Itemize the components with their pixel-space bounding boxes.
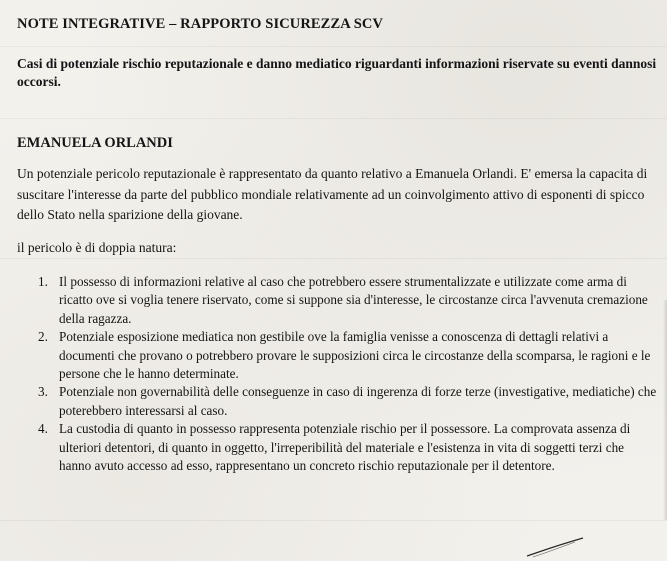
- list-item-number: 2.: [38, 329, 48, 345]
- risk-list: [17, 273, 657, 475]
- page-edge-shadow: [663, 300, 667, 520]
- list-item: [17, 383, 657, 420]
- list-item-text: Il possesso di informazioni relative al caso che potrebbero essere strumentalizzate e utilizzate come arma di ricatto ove si voglia tenere riservato, come si suppone sia d'interesse, le circostanze circa l'avvenuta cremazione della ragazza.: [59, 274, 648, 326]
- bleed-through-line: [0, 520, 667, 521]
- intro-paragraph: Un potenziale pericolo reputazionale è rappresentato da quanto relativo a Emanuela Orlandi. E' emersa la capacita di suscitare l'interesse da parte del pubblico mondiale relativamente ad un coinvolgimento attivo di esponenti di spicco dello Stato nella sparizione della giovane.: [17, 166, 648, 222]
- list-item-number: 3.: [38, 384, 48, 400]
- bleed-through-line: [0, 46, 667, 47]
- list-item-text: Potenziale esposizione mediatica non gestibile ove la famiglia venisse a conoscenza di dettagli relativi a documenti che provano o potrebbero provare le supposizioni circa le circostanze della scomparsa, le ragioni e le persone che le hanno determinate.: [59, 329, 651, 382]
- list-item-text: Potenziale non governabilità delle conseguenze in caso di ingerenza di forze terze (investigative, mediatiche) che poterebbero interessarsi al caso.: [59, 384, 657, 418]
- list-item: [17, 420, 657, 475]
- list-item-text: La custodia di quanto in possesso rappresenta potenziale rischio per il possessore. La comprovata assenza di ulteriori detentori, di quanto in oggetto, l'irreperibilità del materiale e l'esistenza in vita di soggetti terzi che hanno avuto accesso ad esso, rappresentano un concreto rischio reputazionale per il detentore.: [59, 421, 631, 474]
- list-lead-sentence: il pericolo è di doppia natura:: [17, 240, 177, 255]
- bleed-through-line: [0, 118, 667, 119]
- bleed-through-line: [0, 258, 667, 259]
- document-subtitle: Casi di potenziale rischio reputazionale e danno mediatico riguardanti informazioni riservate su eventi dannosi occorsi.: [17, 56, 657, 89]
- pen-stroke-mark: [525, 536, 585, 558]
- list-item-number: 4.: [38, 421, 48, 437]
- list-item: [17, 273, 657, 328]
- document-title: NOTE INTEGRATIVE – RAPPORTO SICUREZZA SCV: [17, 16, 384, 32]
- section-heading: EMANUELA ORLANDI: [17, 135, 173, 151]
- list-item-number: 1.: [38, 274, 48, 289]
- list-item: [17, 328, 657, 383]
